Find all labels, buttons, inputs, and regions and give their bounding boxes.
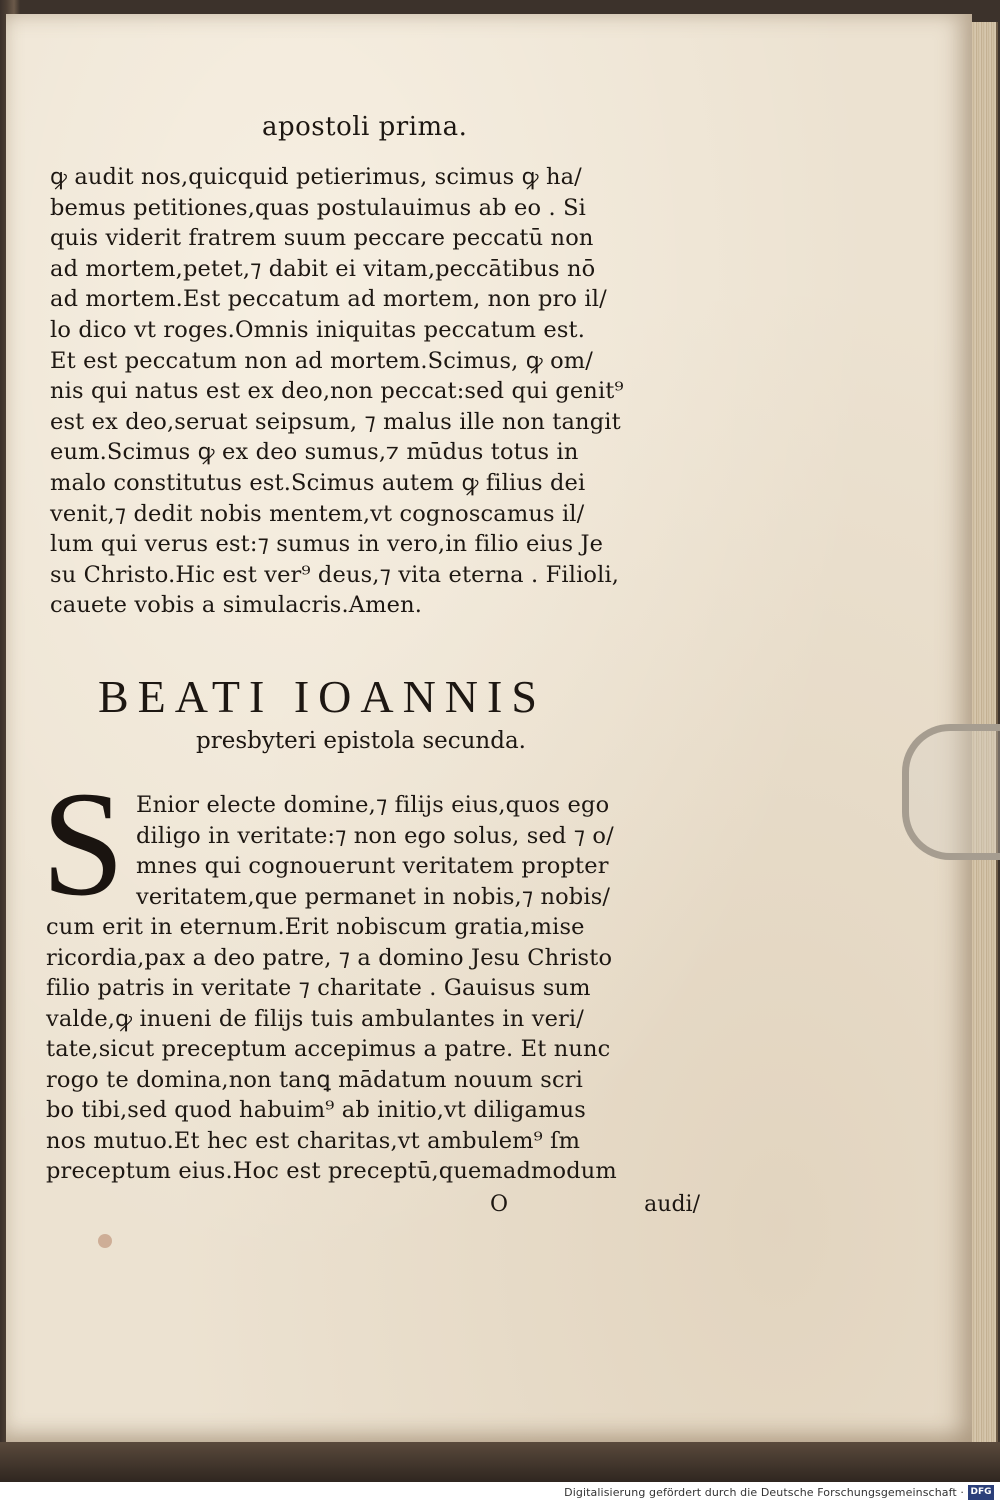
- running-head: apostoli prima.: [262, 112, 468, 142]
- text-line: bemus petitiones,quas postulauimus ab eo . Si: [50, 194, 586, 221]
- text-line: rogo te domina,non tanꝗ mādatum nouum scri: [46, 1066, 584, 1093]
- text-line: filio patris in veritate ⁊ charitate . Gauisus sum: [46, 975, 591, 1001]
- text-line: cauete vobis a simulacris.Amen.: [50, 592, 423, 619]
- book-bottom-edge: [0, 1442, 1000, 1482]
- text-line: Enior electe domine,⁊ filijs eius,quos ego: [136, 792, 610, 818]
- body-text: [50, 162, 710, 621]
- funding-notice: Digitalisierung gefördert durch die Deutsche Forschungsgemeinschaft ·: [564, 1486, 964, 1499]
- text-line: nis qui natus est ex deo,non peccat:sed qui genit⁹: [50, 378, 624, 405]
- dfg-logo: DFG: [968, 1485, 994, 1500]
- text-line: cum erit in eternum.Erit nobiscum gratia,mise: [46, 914, 585, 940]
- text-line: venit,⁊ dedit nobis mentem,vt cognoscamus il/: [50, 500, 585, 527]
- text-line: su Christo.Hic est ver⁹ deus,⁊ vita eterna . Filioli,: [50, 561, 620, 588]
- text-line: veritatem,que permanet in nobis,⁊ nobis/: [136, 883, 611, 910]
- section-heading: BEATI IOANNIS: [98, 671, 546, 722]
- text-line: est ex deo,seruat seipsum, ⁊ malus ille non tangit: [50, 408, 621, 435]
- epistle-text: [46, 790, 706, 1187]
- text-line: mnes qui cognouerunt veritatem propter: [136, 853, 609, 879]
- text-line: bo tibi,sed quod habuim⁹ ab initio,vt diligamus: [46, 1097, 586, 1123]
- text-line: tate,sicut preceptum accepimus a patre. Et nunc: [46, 1036, 611, 1062]
- section-subheading: presbyteri epistola secunda.: [196, 728, 526, 754]
- text-line: ricordia,pax a deo patre, ⁊ a domino Jesu Christo: [46, 944, 613, 971]
- text-line: lum qui verus est:⁊ sumus in vero,in filio eius Je: [50, 531, 604, 558]
- text-line: ad mortem,petet,⁊ dabit ei vitam,peccātibus nō: [50, 255, 596, 282]
- paper-stain: [98, 1234, 112, 1248]
- drop-cap: S: [41, 761, 125, 927]
- book-clasp: [902, 724, 1000, 860]
- text-line: valde,ꝙ inueni de filijs tuis ambulantes in veri/: [46, 1005, 585, 1032]
- text-line: ꝙ audit nos,quicquid petierimus, scimus ꝙ ha/: [50, 164, 582, 190]
- text-line: Et est peccatum non ad mortem.Scimus, ꝙ om/: [50, 347, 594, 374]
- text-line: quis viderit fratrem suum peccare peccatū non: [50, 225, 594, 252]
- text-line: lo dico vt roges.Omnis iniquitas peccatum est.: [50, 316, 586, 343]
- text-line: preceptum eius.Hoc est preceptū,quemadmodum: [46, 1158, 617, 1184]
- text-line: nos mutuo.Et hec est charitas,vt ambulem⁹ ſm: [46, 1127, 581, 1154]
- signature-mark: O: [490, 1192, 509, 1217]
- text-line: eum.Scimus ꝙ ex deo sumus,⁊ mūdus totus in: [50, 439, 579, 466]
- catchword: audi/: [644, 1192, 700, 1217]
- text-line: ad mortem.Est peccatum ad mortem, non pro il/: [50, 286, 607, 313]
- text-line: diligo in veritate:⁊ non ego solus, sed ⁊ o/: [136, 822, 614, 849]
- footer-bar: [0, 1482, 1000, 1504]
- text-line: malo constitutus est.Scimus autem ꝙ filius dei: [50, 469, 586, 496]
